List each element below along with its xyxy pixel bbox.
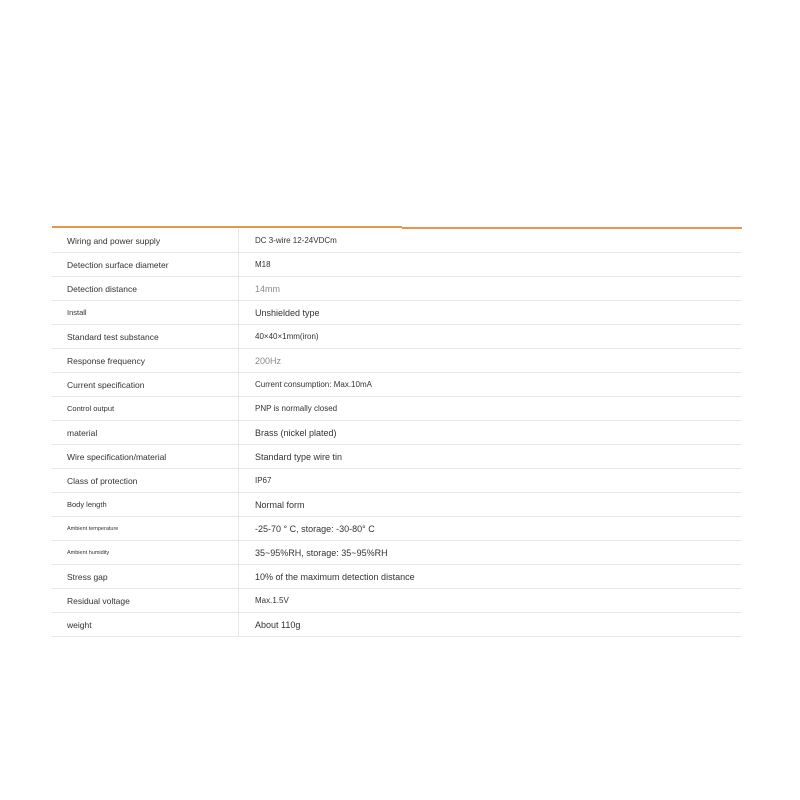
spec-row-wire: [52, 445, 742, 469]
spec-value: 35~95%RH, storage: 35~95%RH: [239, 541, 743, 565]
spec-label: Class of protection: [52, 469, 239, 493]
spec-value: Normal form: [239, 493, 743, 517]
spec-value: Unshielded type: [239, 301, 743, 325]
spec-label: Wire specification/material: [52, 445, 239, 469]
spec-row-residual-voltage: [52, 589, 742, 613]
spec-label: Standard test substance: [52, 325, 239, 349]
spec-label: Body length: [52, 493, 239, 517]
spec-row-material: [52, 421, 742, 445]
spec-label: Detection surface diameter: [52, 253, 239, 277]
spec-value: 200Hz: [239, 349, 743, 373]
spec-value: M18: [239, 253, 743, 277]
spec-value: About 110g: [239, 613, 743, 637]
spec-value: Standard type wire tin: [239, 445, 743, 469]
spec-label: weight: [52, 613, 239, 637]
spec-row-test-substance: [52, 325, 742, 349]
spec-row-current: [52, 373, 742, 397]
spec-row-control-output: [52, 397, 742, 421]
spec-row-wiring: [52, 229, 742, 253]
spec-label: Ambient humidity: [52, 541, 239, 565]
spec-row-install: [52, 301, 742, 325]
spec-label: Current specification: [52, 373, 239, 397]
spec-value: -25-70 ° C, storage: -30-80° C: [239, 517, 743, 541]
spec-value: IP67: [239, 469, 743, 493]
spec-row-humidity: [52, 541, 742, 565]
spec-value: DC 3-wire 12-24VDCm: [239, 229, 743, 253]
spec-row-body-length: [52, 493, 742, 517]
spec-value: Brass (nickel plated): [239, 421, 743, 445]
spec-label: Ambient temperature: [52, 517, 239, 541]
spec-label: Response frequency: [52, 349, 239, 373]
spec-row-stress-gap: [52, 565, 742, 589]
spec-value: Current consumption: Max.10mA: [239, 373, 743, 397]
spec-label: Detection distance: [52, 277, 239, 301]
spec-value: 40×40×1mm(iron): [239, 325, 743, 349]
spec-value: 14mm: [239, 277, 743, 301]
spec-row-frequency: [52, 349, 742, 373]
spec-row-diameter: [52, 253, 742, 277]
spec-value: PNP is normally closed: [239, 397, 743, 421]
spec-row-distance: [52, 277, 742, 301]
spec-row-weight: [52, 613, 742, 637]
spec-table: [52, 229, 742, 637]
spec-value: 10% of the maximum detection distance: [239, 565, 743, 589]
spec-label: Residual voltage: [52, 589, 239, 613]
spec-value: Max.1.5V: [239, 589, 743, 613]
spec-label: material: [52, 421, 239, 445]
spec-label: Stress gap: [52, 565, 239, 589]
accent-rule-right: [402, 227, 742, 229]
spec-label: Control output: [52, 397, 239, 421]
top-accent-rule: [52, 226, 742, 229]
spec-label: Wiring and power supply: [52, 229, 239, 253]
spec-label: Install: [52, 301, 239, 325]
spec-row-protection: [52, 469, 742, 493]
accent-rule-left: [52, 226, 402, 228]
spec-sheet: [52, 226, 742, 637]
spec-row-temperature: [52, 517, 742, 541]
